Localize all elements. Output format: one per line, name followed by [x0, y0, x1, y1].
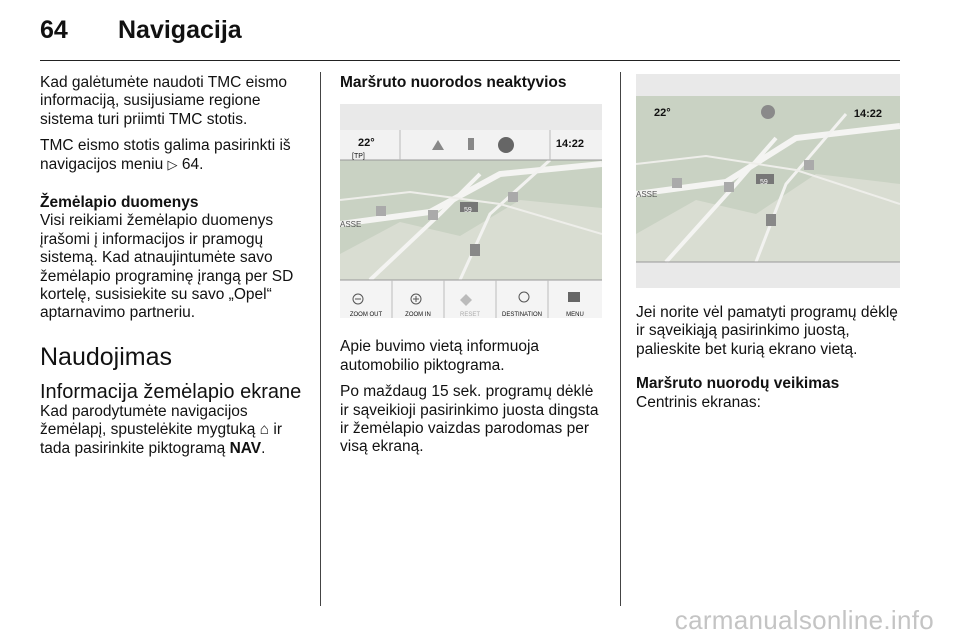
- temperature: 22°: [654, 107, 671, 119]
- column-2: [340, 74, 602, 465]
- clock: 14:22: [555, 138, 584, 151]
- tmc-station-paragraph: [40, 137, 312, 174]
- usage-heading: Naudojimas: [40, 342, 173, 371]
- road-number: 59: [760, 179, 768, 186]
- route-inactive-heading: Maršruto nuorodos neaktyvios: [340, 74, 567, 91]
- screen-info-paragraph: [40, 403, 312, 458]
- temperature: 22°: [358, 137, 375, 150]
- auto-hide-paragraph: Po maždaug 15 sek. programų dėklė ir sąveikioji pasirinkimo juosta dingsta ir žemėlapio vaizdas parodomas per visą ekraną.: [340, 383, 599, 456]
- screen-info-text-2: ir tada pasirinkite piktogramą: [40, 421, 282, 457]
- nav-app-icon[interactable]: [498, 137, 514, 153]
- map-data-heading: Žemėlapio duomenys: [40, 194, 199, 212]
- car-icon-paragraph: Apie buvimo vietą informuoja automobilio piktograma.: [340, 338, 540, 374]
- poi-icon: [804, 160, 814, 170]
- footer-brand: carmanualsonline.info: [674, 605, 934, 635]
- zoom-in-button[interactable]: ZOOM IN: [405, 312, 431, 319]
- map-data-paragraph: Visi reikiami žemėlapio duomenys įrašomi į informacijos ir pramogų sistemą. Kad atnaujintumėte savo žemėlapio programinę įrangą per SD kortelę, susisiekite su savo „Opel“ aptarnavimo partneriu.: [40, 212, 294, 322]
- home-icon: ⌂: [259, 421, 270, 439]
- car-position-icon: [766, 214, 776, 226]
- car-position-icon: [470, 244, 480, 256]
- tmc-paragraph: Kad galėtumėte naudoti TMC eismo informaciją, susijusiame regione sistema turi priimti TMC stotis.: [40, 74, 287, 128]
- map-place-label: ASSE: [636, 190, 658, 199]
- header-rule: [40, 60, 900, 61]
- nav-label: NAV: [229, 439, 262, 457]
- chapter-title: Navigacija: [118, 16, 242, 44]
- nav-app-icon[interactable]: [761, 105, 775, 119]
- touch-to-show-paragraph: Jei norite vėl pamatyti programų dėklę ir sąveikiąją pasirinkimo juostą, palieskite bet kurią ekrano vietą.: [636, 304, 898, 358]
- route-active-heading: Maršruto nuorodų veikimas: [636, 375, 840, 393]
- poi-icon: [724, 182, 734, 192]
- nav-screen-with-bars: [340, 104, 602, 318]
- central-display-paragraph: Centrinis ekranas:: [636, 393, 761, 411]
- page-number: 64: [40, 16, 68, 44]
- map-place-label: ASSE: [340, 220, 362, 230]
- period: .: [261, 439, 266, 457]
- poi-icon: [672, 178, 682, 188]
- screen-info-heading: Informacija žemėlapio ekrane: [40, 380, 302, 403]
- tp-label: [TP]: [352, 153, 365, 161]
- menu-button[interactable]: MENU: [566, 312, 584, 319]
- menu-icon: [568, 292, 580, 302]
- column-3: [636, 74, 900, 420]
- column-divider-2: [620, 72, 621, 606]
- road-number: 59: [464, 207, 472, 215]
- page-ref-arrow-icon: ▷: [167, 156, 178, 172]
- poi-icon: [508, 192, 518, 202]
- poi-icon: [376, 206, 386, 216]
- tmc-station-text: TMC eismo stotis galima pasirinkti iš navigacijos meniu: [40, 137, 291, 173]
- column-1: [40, 74, 312, 466]
- screen-info-text: Kad parodytumėte navigacijos žemėlapį, spustelėkite mygtuką: [40, 402, 256, 439]
- page-ref-link[interactable]: 64.: [181, 155, 204, 173]
- poi-icon: [428, 210, 438, 220]
- zoom-out-button[interactable]: ZOOM OUT: [349, 312, 383, 319]
- column-divider-1: [320, 72, 321, 606]
- clock: 14:22: [853, 108, 882, 120]
- nav-screen-fullscreen: [636, 74, 900, 288]
- phone-app-icon[interactable]: [468, 138, 474, 150]
- reset-button[interactable]: RESET: [459, 312, 480, 319]
- destination-button[interactable]: DESTINATION: [502, 312, 542, 319]
